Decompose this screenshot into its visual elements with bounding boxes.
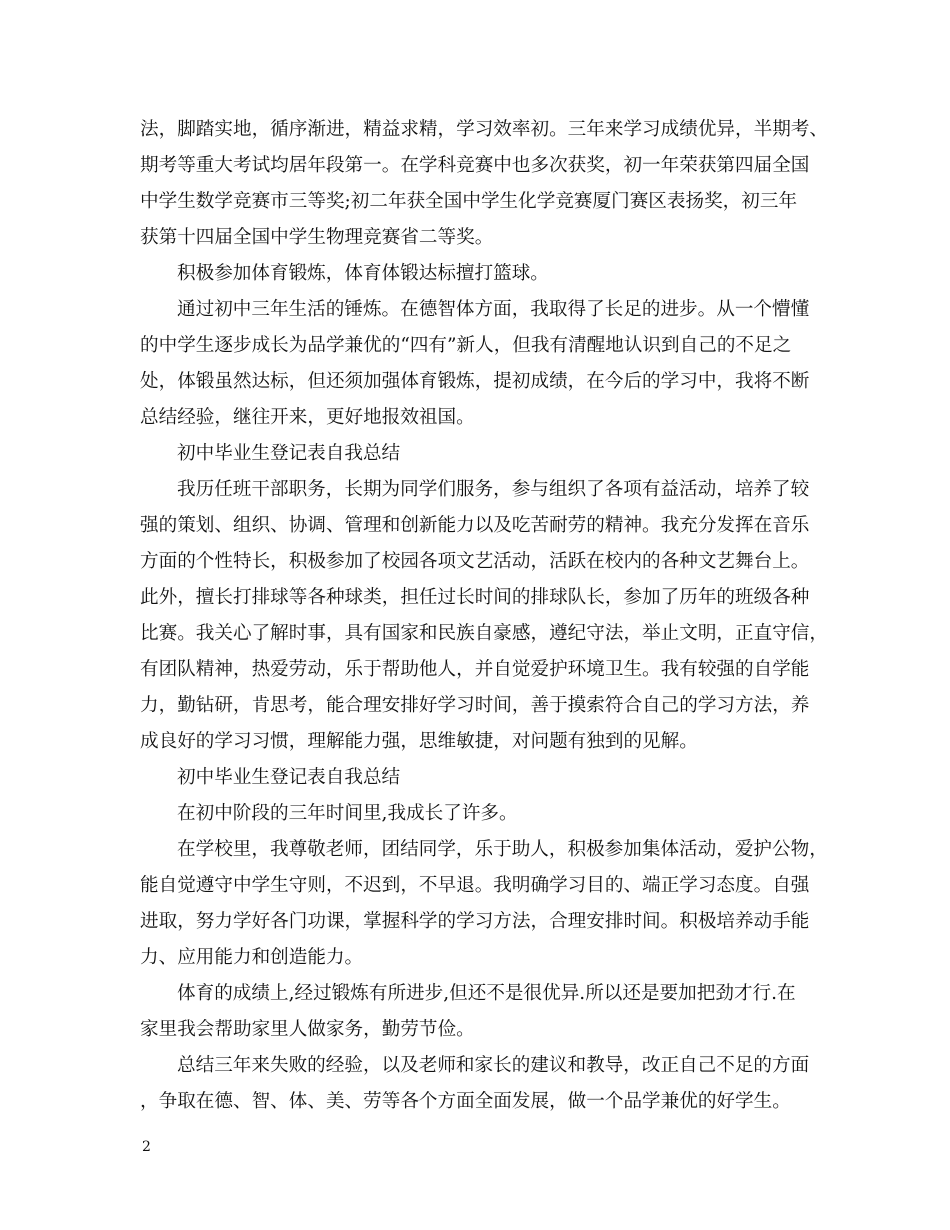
text-line: 期考等重大考试均居年段第一。在学科竞赛中也多次获奖，初一年荣获第四届全国 xyxy=(140,155,810,176)
text-line: 总结三年来失败的经验，以及老师和家长的建议和教导，改正自己不足的方面 xyxy=(177,1055,810,1076)
text-line: 强的策划、组织、协调、管理和创新能力以及吃苦耐劳的精神。我充分发挥在音乐 xyxy=(140,515,810,536)
text-line: 进取，努力学好各门功课，掌握科学的学习方法，合理安排时间。积极培养动手能 xyxy=(140,911,810,932)
text-line: 通过初中三年生活的锤炼。在德智体方面，我取得了长足的进步。从一个懵懂 xyxy=(177,299,810,320)
text-line: 此外，擅长打排球等各种球类，担任过长时间的排球队长，参加了历年的班级各种 xyxy=(140,587,810,608)
text-line: 获第十四届全国中学生物理竞赛省二等奖。 xyxy=(140,227,494,248)
text-line: 积极参加体育锻炼，体育体锻达标擅打篮球。 xyxy=(177,263,549,284)
text-line: 方面的个性特长，积极参加了校园各项文艺活动，活跃在校内的各种文艺舞台上。 xyxy=(140,551,810,572)
text-line: 法，脚踏实地，循序渐进，精益求精，学习效率初。三年来学习成绩优异，半期考、 xyxy=(140,119,828,140)
page-number: 2 xyxy=(142,1139,151,1155)
text-line: 处，体锻虽然达标，但还须加强体育锻炼，提初成绩，在今后的学习中，我将不断 xyxy=(140,371,810,392)
text-line: 家里我会帮助家里人做家务，勤劳节俭。 xyxy=(140,1019,475,1040)
text-line: 在学校里，我尊敬老师，团结同学，乐于助人，积极参加集体活动，爱护公物， xyxy=(177,839,828,860)
text-line: 力、应用能力和创造能力。 xyxy=(140,947,364,968)
text-line: 中学生数学竞赛市三等奖;初二年获全国中学生化学竞赛厦门赛区表扬奖，初三年 xyxy=(140,191,798,212)
text-line: 比赛。我关心了解时事，具有国家和民族自豪感，遵纪守法，举止文明，正直守信， xyxy=(140,623,828,644)
text-line: 有团队精神，热爱劳动，乐于帮助他人，并自觉爱护环境卫生。我有较强的自学能 xyxy=(140,659,810,680)
text-line: 在初中阶段的三年时间里,我成长了许多。 xyxy=(177,803,518,824)
text-line: ，争取在德、智、体、美、劳等各个方面全面发展，做一个品学兼优的好学生。 xyxy=(140,1091,791,1112)
section-heading: 初中毕业生登记表自我总结 xyxy=(177,767,401,788)
text-line: 成良好的学习习惯，理解能力强，思维敏捷，对问题有独到的见解。 xyxy=(140,731,698,752)
section-heading: 初中毕业生登记表自我总结 xyxy=(177,443,401,464)
text-line: 我历任班干部职务，长期为同学们服务，参与组织了各项有益活动，培养了较 xyxy=(177,479,810,500)
text-line: 体育的成绩上,经过锻炼有所进步,但还不是很优异.所以还是要加把劲才行.在 xyxy=(177,983,796,1004)
text-line: 能自觉遵守中学生守则，不迟到，不早退。我明确学习目的、端正学习态度。自强 xyxy=(140,875,810,896)
text-line: 总结经验，继往开来，更好地报效祖国。 xyxy=(140,407,475,428)
text-line: 的中学生逐步成长为品学兼优的“四有”新人，但我有清醒地认识到自己的不足之 xyxy=(140,335,792,356)
text-line: 力，勤钻研，肯思考，能合理安排好学习时间，善于摸索符合自己的学习方法，养 xyxy=(140,695,810,716)
